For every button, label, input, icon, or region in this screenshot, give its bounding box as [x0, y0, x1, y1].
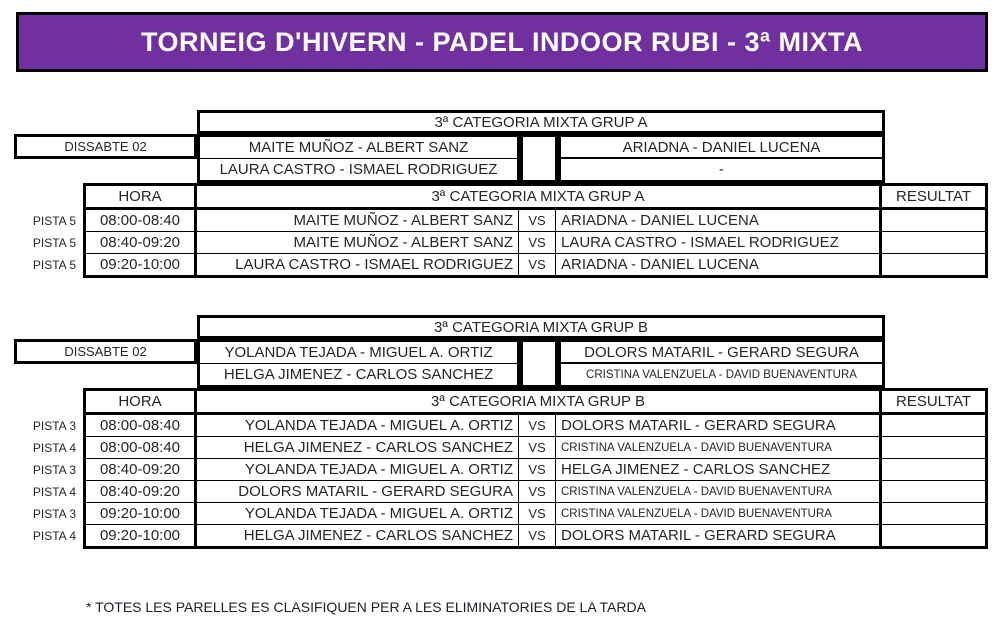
team1-cell: YOLANDA TEJADA - MIGUEL A. ORTIZ — [197, 503, 519, 525]
team2-cell: CRISTINA VALENZUELA - DAVID BUENAVENTURA — [556, 481, 882, 503]
pista-column — [14, 388, 83, 549]
resultat-cell — [882, 415, 985, 437]
pista-label: PISTA 3 — [32, 507, 76, 521]
hora-cell: 08:00-08:40 — [86, 437, 197, 459]
pairing-team-left-1: MAITE MUÑOZ - ALBERT SANZ — [197, 134, 520, 159]
team2-cell: DOLORS MATARIL - GERARD SEGURA — [556, 525, 882, 546]
schedule-header-row — [86, 186, 985, 210]
team2-cell: ARIADNA - DANIEL LUCENA — [556, 254, 882, 275]
hora-cell: 08:00-08:40 — [86, 210, 197, 232]
group-header — [197, 110, 885, 134]
team1-cell: HELGA JIMENEZ - CARLOS SANCHEZ — [197, 525, 519, 546]
pairing-team-right-2: CRISTINA VALENZUELA - DAVID BUENAVENTURA — [558, 364, 885, 388]
vs-cell: VS — [519, 525, 556, 546]
schedule-group-header: 3ª CATEGORIA MIXTA GRUP A — [197, 186, 882, 210]
vs-cell: VS — [519, 437, 556, 459]
team1-cell: LAURA CASTRO - ISMAEL RODRIGUEZ — [197, 254, 519, 275]
pairing-team-right-1: DOLORS MATARIL - GERARD SEGURA — [558, 339, 885, 364]
groups — [14, 110, 994, 549]
schedule-table — [83, 183, 988, 278]
resultat-header: RESULTAT — [882, 186, 985, 210]
resultat-header: RESULTAT — [882, 391, 985, 415]
schedule-wrap — [14, 183, 994, 278]
hora-cell: 09:20-10:00 — [86, 254, 197, 275]
vs-cell: VS — [519, 481, 556, 503]
resultat-cell — [882, 481, 985, 503]
vs-cell: VS — [519, 232, 556, 254]
tournament-title: TORNEIG D'HIVERN - PADEL INDOOR RUBI - 3ª MIXTA — [141, 26, 863, 57]
match-row — [86, 210, 985, 232]
resultat-cell — [882, 525, 985, 546]
hora-cell: 09:20-10:00 — [86, 503, 197, 525]
hora-cell: 08:00-08:40 — [86, 415, 197, 437]
resultat-cell — [882, 210, 985, 232]
pairing-vs-cell — [520, 134, 558, 183]
pairings-grid — [14, 339, 994, 388]
team2-cell: CRISTINA VALENZUELA - DAVID BUENAVENTURA — [556, 503, 882, 525]
team2-cell: DOLORS MATARIL - GERARD SEGURA — [556, 415, 882, 437]
group-header-label: 3ª CATEGORIA MIXTA GRUP A — [434, 113, 648, 131]
pairing-team-left-1: YOLANDA TEJADA - MIGUEL A. ORTIZ — [197, 339, 520, 364]
pista-label: PISTA 5 — [32, 236, 76, 250]
pista-label: PISTA 5 — [32, 214, 76, 228]
team2-cell: CRISTINA VALENZUELA - DAVID BUENAVENTURA — [556, 437, 882, 459]
team1-cell: HELGA JIMENEZ - CARLOS SANCHEZ — [197, 437, 519, 459]
team1-cell: MAITE MUÑOZ - ALBERT SANZ — [197, 210, 519, 232]
match-row — [86, 481, 985, 503]
team1-cell: MAITE MUÑOZ - ALBERT SANZ — [197, 232, 519, 254]
hora-cell: 08:40-09:20 — [86, 232, 197, 254]
team1-cell: YOLANDA TEJADA - MIGUEL A. ORTIZ — [197, 415, 519, 437]
pista-label: PISTA 3 — [32, 463, 76, 477]
hora-cell: 08:40-09:20 — [86, 459, 197, 481]
pista-label: PISTA 4 — [32, 441, 76, 455]
tournament-title-banner — [16, 12, 988, 72]
team1-cell: DOLORS MATARIL - GERARD SEGURA — [197, 481, 519, 503]
hora-header: HORA — [86, 186, 197, 210]
vs-cell: VS — [519, 503, 556, 525]
team2-cell: LAURA CASTRO - ISMAEL RODRIGUEZ — [556, 232, 882, 254]
resultat-cell — [882, 254, 985, 275]
pairing-vs-cell — [520, 339, 558, 388]
group-section-b — [14, 315, 994, 549]
pairing-team-left-2: HELGA JIMENEZ - CARLOS SANCHEZ — [197, 364, 520, 388]
match-row — [86, 232, 985, 254]
schedule-table — [83, 388, 988, 549]
pista-label: PISTA 4 — [32, 528, 76, 543]
match-row — [86, 254, 985, 275]
match-row — [86, 437, 985, 459]
team2-cell: HELGA JIMENEZ - CARLOS SANCHEZ — [556, 459, 882, 481]
schedule-header-row — [86, 391, 985, 415]
pairing-team-left-2: LAURA CASTRO - ISMAEL RODRIGUEZ — [197, 159, 520, 183]
resultat-cell — [882, 503, 985, 525]
resultat-cell — [882, 232, 985, 254]
date-cell: DISSABTE 02 — [14, 134, 197, 159]
pairing-team-right-1: ARIADNA - DANIEL LUCENA — [558, 134, 885, 159]
pairing-team-right-2: - — [558, 159, 885, 183]
date-cell: DISSABTE 02 — [14, 339, 197, 364]
schedule-wrap — [14, 388, 994, 549]
group-header — [197, 315, 885, 339]
pista-column — [14, 183, 83, 278]
schedule-group-header: 3ª CATEGORIA MIXTA GRUP B — [197, 391, 882, 415]
vs-cell: VS — [519, 210, 556, 232]
pista-label: PISTA 5 — [32, 257, 76, 272]
hora-cell: 08:40-09:20 — [86, 481, 197, 503]
group-header-label: 3ª CATEGORIA MIXTA GRUP B — [434, 318, 648, 336]
resultat-cell — [882, 459, 985, 481]
vs-cell: VS — [519, 415, 556, 437]
vs-cell: VS — [519, 254, 556, 275]
match-row — [86, 503, 985, 525]
team1-cell: YOLANDA TEJADA - MIGUEL A. ORTIZ — [197, 459, 519, 481]
resultat-cell — [882, 437, 985, 459]
match-row — [86, 415, 985, 437]
match-row — [86, 525, 985, 546]
pista-label: PISTA 3 — [32, 419, 76, 433]
pista-label: PISTA 4 — [32, 485, 76, 499]
hora-header: HORA — [86, 391, 197, 415]
hora-cell: 09:20-10:00 — [86, 525, 197, 546]
pairings-grid — [14, 134, 994, 183]
footer-note: * TOTES LES PARELLES ES CLASIFIQUEN PER A LES ELIMINATORIES DE LA TARDA — [86, 599, 646, 615]
team2-cell: ARIADNA - DANIEL LUCENA — [556, 210, 882, 232]
match-row — [86, 459, 985, 481]
group-section-a — [14, 110, 994, 278]
vs-cell: VS — [519, 459, 556, 481]
